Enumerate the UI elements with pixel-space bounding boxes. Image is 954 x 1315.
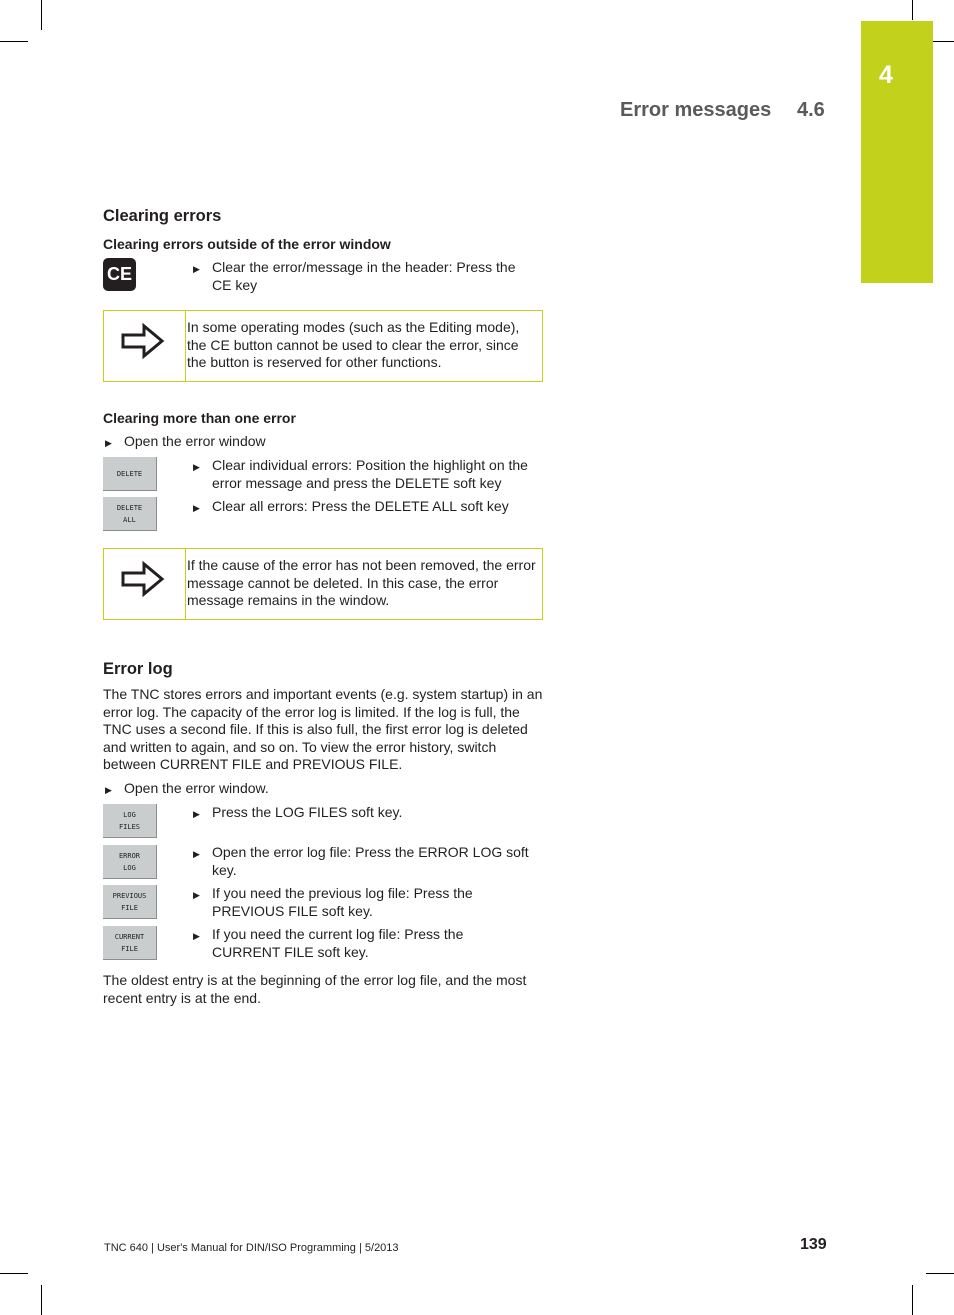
crop-mark [41,1285,42,1315]
crop-mark [0,1273,28,1274]
bullet-triangle-icon: ▶ [193,264,200,274]
open-window-text: Open the error window. [124,780,269,796]
clear-all-text: Clear all errors: Press the DELETE ALL soft key [212,498,509,514]
softkey-label: FILES [118,822,141,831]
chapter-number: 4 [879,61,893,89]
crop-mark [912,0,913,20]
note-arrow-icon [120,322,166,362]
bullet-triangle-icon: ▶ [105,438,112,448]
softkey-label: CURRENT [114,932,145,941]
note-text: In some operating modes (such as the Editing mode), the CE button cannot be used to clear the error, since the button is reserved for other functions. [187,319,520,370]
bullet-triangle-icon: ▶ [105,785,112,795]
softkey-label: PREVIOUS [112,891,147,900]
error-log-heading: Error log [103,660,173,678]
page-number: 139 [800,1236,827,1253]
note-box [103,310,543,382]
open-window-text: Open the error window [124,433,266,449]
ce-step-text: Clear the error/message in the header: Press the CE key [212,259,516,293]
chapter-tab [861,21,933,283]
clearing-more-heading: Clearing more than one error [103,410,296,426]
bullet-triangle-icon: ▶ [193,849,200,859]
softkey-label: DELETE [116,503,143,512]
bullet-triangle-icon: ▶ [193,503,200,513]
error-log-intro: The TNC stores errors and important events (e.g. system startup) in an error log. The capacity of the error log is limited. If the log is full, the TNC uses a second file. If this is also full, the first error log is deleted and written to again, and so on. To view the error history, switch between CURRENT FILE and PREVIOUS FILE. [103,686,543,772]
note-arrow-icon [120,560,166,600]
bullet-triangle-icon: ▶ [193,809,200,819]
crop-mark [912,1285,913,1315]
crop-mark [41,0,42,30]
softkey-label: LOG [123,863,136,872]
note-divider [185,549,186,619]
previous-file-softkey[interactable] [103,885,157,919]
note-box [103,548,543,620]
current-file-softkey[interactable] [103,926,157,960]
error-log-softkey[interactable] [103,845,157,879]
error-log-closing: The oldest entry is at the beginning of the error log file, and the most recent entry is at the end. [103,972,527,1006]
softkey-label: FILE [121,903,138,912]
softkey-label: DELETE [116,469,143,478]
note-divider [185,311,186,381]
bullet-triangle-icon: ▶ [193,462,200,472]
section-number: 4.6 [797,99,825,121]
clearing-outside-heading: Clearing errors outside of the error window [103,236,391,252]
bullet-triangle-icon: ▶ [193,890,200,900]
log-step-text: If you need the current log file: Press the CURRENT FILE soft key. [212,926,464,960]
log-step-text: If you need the previous log file: Press the PREVIOUS FILE soft key. [212,885,473,919]
clear-individual-text: Clear individual errors: Position the highlight on the error message and press the DELETE soft key [212,457,528,491]
softkey-label: FILE [121,944,138,953]
log-files-softkey[interactable] [103,804,157,838]
log-step-text: Press the LOG FILES soft key. [212,804,403,820]
bullet-triangle-icon: ▶ [193,931,200,941]
section-title: Error messages [620,99,772,121]
softkey-label: LOG [123,810,136,819]
delete-all-softkey[interactable] [103,497,157,531]
crop-mark [0,41,28,42]
softkey-label: ALL [123,515,136,524]
clearing-errors-heading: Clearing errors [103,207,222,225]
ce-key-icon: CE [103,258,136,291]
log-step-text: Open the error log file: Press the ERROR LOG soft key. [212,844,529,878]
crop-mark [926,1273,954,1274]
note-text: If the cause of the error has not been removed, the error message cannot be deleted. In this case, the error message remains in the window. [187,557,536,608]
delete-softkey[interactable] [103,457,157,491]
footer-text: TNC 640 | User's Manual for DIN/ISO Programming | 5/2013 [104,1242,399,1254]
softkey-label: ERROR [118,851,141,860]
